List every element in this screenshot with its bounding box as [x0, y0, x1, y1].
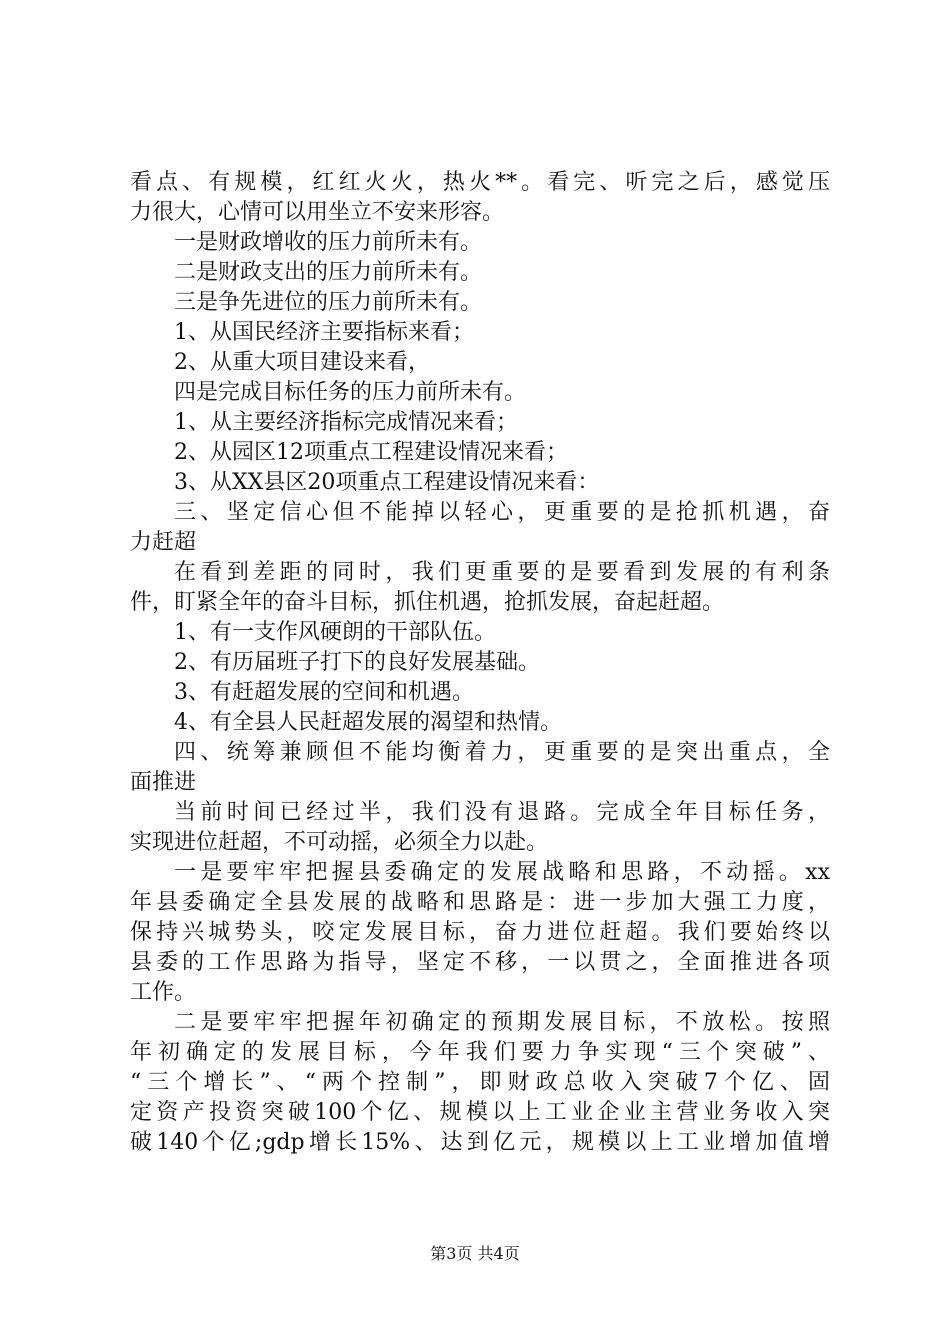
- text-line: 一是要牢牢把握县委确定的发展战略和思路，不动摇。xx: [174, 860, 830, 885]
- text-line: 年县委确定全县发展的战略和思路是：进一步加大强工力度，: [130, 890, 830, 915]
- text-line: 县委的工作思路为指导，坚定不移，一以贯之，全面推进各项: [130, 950, 830, 975]
- text-line: 工作。: [130, 980, 197, 1005]
- text-line: 三、坚定信心但不能掉以轻心，更重要的是抢抓机遇，奋: [174, 500, 830, 525]
- text-line: 当前时间已经过半，我们没有退路。完成全年目标任务，: [174, 800, 830, 825]
- text-line: 破140个亿;gdp增长15%、达到亿元，规模以上工业增加值增: [130, 1130, 830, 1155]
- text-line: 年初确定的发展目标，今年我们要力争实现“三个突破”、: [130, 1040, 830, 1065]
- text-line: 力赶超: [130, 530, 197, 555]
- text-line: 实现进位赶超，不可动摇，必须全力以赴。: [130, 830, 549, 855]
- text-line: 1、从主要经济指标完成情况来看；: [174, 410, 518, 435]
- text-line: 二是财政支出的压力前所未有。: [174, 260, 483, 285]
- text-line: 件，盯紧全年的奋斗目标，抓住机遇，抢抓发展，奋起赶超。: [130, 590, 725, 615]
- document-body: [130, 168, 830, 1158]
- text-line: 在看到差距的同时，我们更重要的是要看到发展的有利条: [174, 560, 830, 585]
- text-line: 2、从园区12项重点工程建设情况来看；: [174, 440, 568, 465]
- text-line: 四是完成目标任务的压力前所未有。: [174, 380, 527, 405]
- text-line: 4、有全县人民赶超发展的渴望和热情。: [174, 710, 562, 735]
- text-line: 1、从国民经济主要指标来看；: [174, 320, 474, 345]
- text-line: 3、从XX县区20项重点工程建设情况来看：: [174, 470, 600, 495]
- text-line: 定资产投资突破100个亿、规模以上工业企业主营业务收入突: [130, 1100, 830, 1125]
- text-line: 3、有赶超发展的空间和机遇。: [174, 680, 474, 705]
- text-line: 2、有历届班子打下的良好发展基础。: [174, 650, 540, 675]
- text-line: “三个增长”、“两个控制”，即财政总收入突破7个亿、固: [130, 1070, 830, 1095]
- text-line: 三是争先进位的压力前所未有。: [174, 290, 483, 315]
- page-footer: 第3页 共4页: [430, 1244, 520, 1263]
- text-line: 看点、有规模，红红火火，热火**。看完、听完之后，感觉压: [130, 170, 830, 195]
- text-line: 1、有一支作风硬朗的干部队伍。: [174, 620, 496, 645]
- text-line: 四、统筹兼顾但不能均衡着力，更重要的是突出重点，全: [174, 740, 830, 765]
- text-line: 一是财政增收的压力前所未有。: [174, 230, 483, 255]
- text-line: 二是要牢牢把握年初确定的预期发展目标，不放松。按照: [174, 1010, 830, 1035]
- text-line: 面推进: [130, 770, 197, 795]
- text-line: 2、从重大项目建设来看，: [174, 350, 430, 375]
- text-line: 力很大，心情可以用坐立不安来形容。: [130, 200, 505, 225]
- text-line: 保持兴城势头，咬定发展目标，奋力进位赶超。我们要始终以: [130, 920, 830, 945]
